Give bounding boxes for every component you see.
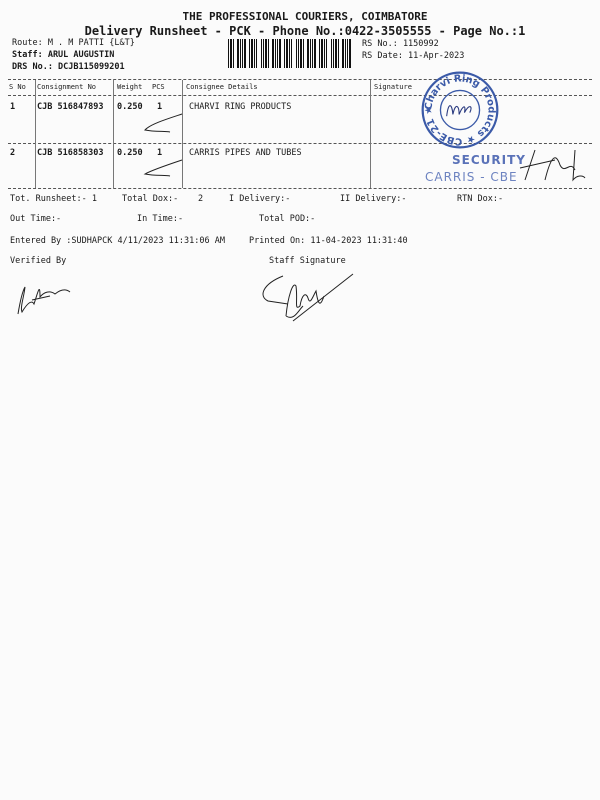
barcode-bar bbox=[275, 39, 276, 68]
barcode-bar bbox=[310, 39, 311, 68]
barcode-bar bbox=[331, 39, 332, 68]
barcode-bar bbox=[296, 39, 297, 68]
company-title: THE PROFESSIONAL COURIERS, COIMBATORE bbox=[182, 10, 428, 23]
barcode-bar bbox=[319, 39, 320, 68]
barcode-bar bbox=[268, 39, 269, 68]
barcode-bar bbox=[254, 39, 255, 68]
divider bbox=[8, 95, 592, 96]
row-weight: 0.250 bbox=[117, 148, 143, 158]
row-consignee: CARRIS PIPES AND TUBES bbox=[189, 148, 302, 158]
barcode-bar bbox=[312, 39, 313, 68]
col-sno: S No bbox=[9, 83, 26, 91]
barcode-bar bbox=[286, 39, 288, 68]
verifier-signature bbox=[10, 272, 90, 322]
col-weight: Weight bbox=[117, 83, 143, 91]
barcode-bar bbox=[261, 39, 262, 68]
barcode-bar bbox=[265, 39, 267, 68]
rtn-dox: RTN Dox:- bbox=[457, 194, 504, 204]
col-consignment: Consignment No bbox=[37, 83, 97, 91]
drs-no: DRS No.: DCJB115099201 bbox=[12, 62, 125, 72]
receiver-signature bbox=[515, 140, 590, 188]
row-sno: 1 bbox=[10, 102, 16, 112]
row-pcs: 1 bbox=[157, 102, 163, 112]
barcode-bar bbox=[277, 39, 278, 68]
barcode-bar bbox=[300, 39, 302, 68]
barcode-bar bbox=[303, 39, 304, 68]
column-divider bbox=[370, 80, 371, 188]
barcode-bar bbox=[249, 39, 250, 68]
in-time: In Time:- bbox=[137, 214, 184, 224]
barcode-bar bbox=[314, 39, 316, 68]
row-consignee: CHARVI RING PRODUCTS bbox=[189, 102, 292, 112]
company-stamp bbox=[420, 70, 500, 150]
divider bbox=[8, 79, 592, 80]
col-consignee: Consignee Details bbox=[186, 83, 258, 91]
column-divider bbox=[113, 80, 114, 188]
row-weight: 0.250 bbox=[117, 102, 143, 112]
barcode-bar bbox=[251, 39, 253, 68]
barcode-bar bbox=[228, 39, 229, 68]
barcode-bar bbox=[324, 39, 325, 68]
col-pcs: PCS bbox=[152, 83, 165, 91]
barcode-bar bbox=[272, 39, 274, 68]
barcode bbox=[228, 39, 353, 68]
row-consignment: CJB 516847893 bbox=[37, 102, 104, 112]
barcode-bar bbox=[321, 39, 323, 68]
barcode-bar bbox=[242, 39, 243, 68]
total-pod: Total POD:- bbox=[259, 214, 316, 224]
barcode-bar bbox=[307, 39, 309, 68]
total-dox-value: 2 bbox=[198, 194, 204, 204]
barcode-bar bbox=[342, 39, 344, 68]
barcode-bar bbox=[333, 39, 334, 68]
i-delivery: I Delivery:- bbox=[229, 194, 291, 204]
route: Route: M . M PATTI {L&T} bbox=[12, 38, 135, 48]
verified-by-label: Verified By bbox=[10, 256, 67, 266]
barcode-bar bbox=[291, 39, 292, 68]
barcode-bar bbox=[237, 39, 239, 68]
rs-date: RS Date: 11-Apr-2023 bbox=[362, 51, 465, 61]
barcode-bar bbox=[279, 39, 281, 68]
barcode-bar bbox=[289, 39, 290, 68]
security-stamp-line2: CARRIS - CBE bbox=[425, 170, 518, 184]
column-divider bbox=[35, 80, 36, 188]
barcode-bar bbox=[345, 39, 346, 68]
security-stamp-line1: SECURITY bbox=[452, 153, 526, 167]
barcode-bar bbox=[347, 39, 348, 68]
barcode-bar bbox=[335, 39, 337, 68]
barcode-bar bbox=[298, 39, 299, 68]
barcode-bar bbox=[240, 39, 241, 68]
staff-signature bbox=[258, 268, 358, 333]
staff: Staff: ARUL AUGUSTIN bbox=[12, 50, 115, 60]
barcode-bar bbox=[349, 39, 351, 68]
divider bbox=[8, 143, 592, 144]
out-time: Out Time:- bbox=[10, 214, 62, 224]
col-signature: Signature bbox=[374, 83, 412, 91]
barcode-bar bbox=[338, 39, 339, 68]
printed-on: Printed On: 11-04-2023 11:31:40 bbox=[249, 236, 408, 246]
rs-no: RS No.: 1150992 bbox=[362, 39, 439, 49]
row-consignment: CJB 516858303 bbox=[37, 148, 104, 158]
barcode-bar bbox=[326, 39, 327, 68]
barcode-bar bbox=[256, 39, 257, 68]
total-dox-label: Total Dox:- bbox=[122, 194, 179, 204]
barcode-bar bbox=[230, 39, 232, 68]
row-sno: 2 bbox=[10, 148, 16, 158]
barcode-bar bbox=[233, 39, 234, 68]
tick-mark bbox=[140, 112, 185, 137]
runsheet-subtitle: Delivery Runsheet - PCK - Phone No.:0422-3505555 - Page No.:1 bbox=[84, 24, 526, 38]
staff-signature-label: Staff Signature bbox=[269, 256, 346, 266]
ii-delivery: II Delivery:- bbox=[340, 194, 407, 204]
tot-runsheet: Tot. Runsheet:- 1 bbox=[10, 194, 97, 204]
barcode-bar bbox=[244, 39, 246, 68]
barcode-bar bbox=[263, 39, 264, 68]
svg-text:Charvi Ring Products ★ CBE-21: Charvi Ring Products ★ CBE-21 ★ bbox=[423, 73, 497, 147]
tick-mark bbox=[140, 158, 185, 183]
divider bbox=[8, 188, 592, 189]
row-pcs: 1 bbox=[157, 148, 163, 158]
barcode-bar bbox=[284, 39, 285, 68]
entered-by: Entered By :SUDHAPCK 4/11/2023 11:31:06 AM bbox=[10, 236, 225, 246]
